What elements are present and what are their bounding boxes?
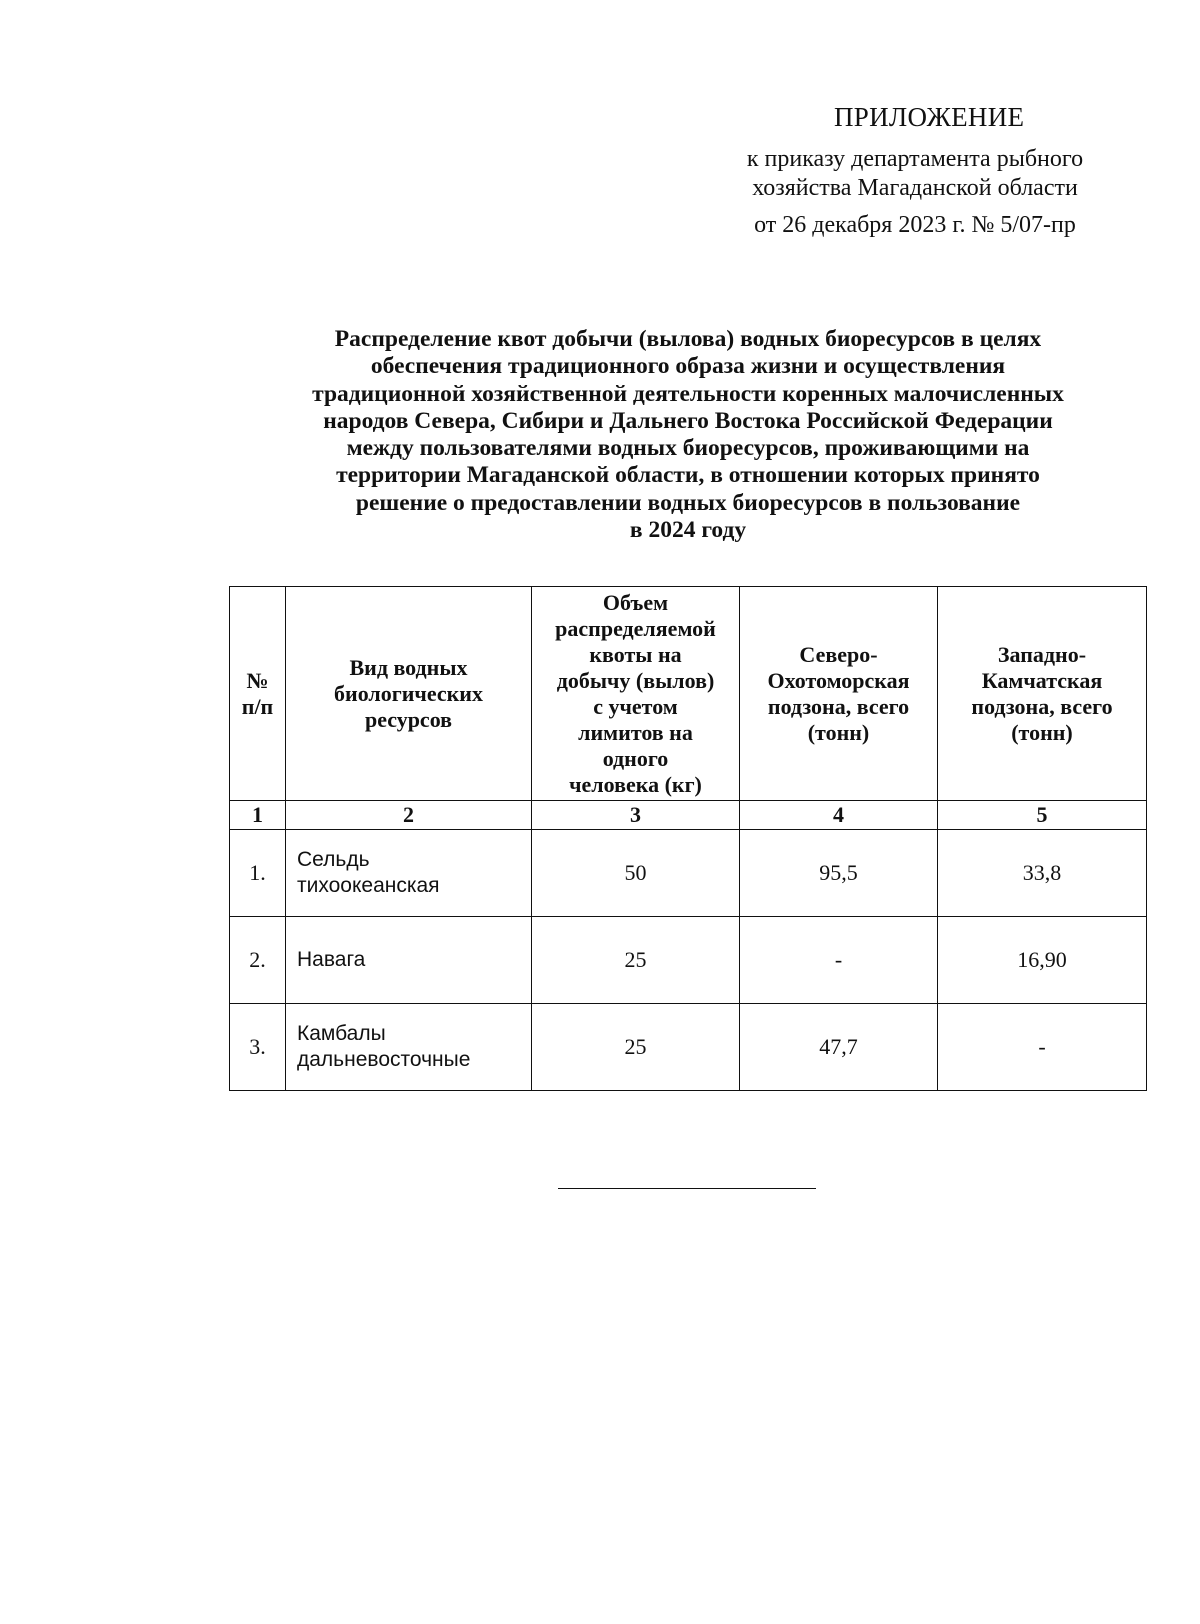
per-person-quota-cell: 25 [532, 917, 740, 1004]
appendix-reference [700, 145, 1130, 203]
row-number-cell: 3. [230, 1004, 286, 1091]
west-kamchatka-cell: 33,8 [938, 830, 1147, 917]
header-text-line: Камчатская [981, 667, 1103, 693]
table-header-row [230, 587, 1147, 801]
column-number: 4 [740, 801, 938, 830]
per-person-quota-cell: 25 [532, 1004, 740, 1091]
header-text-line: добычу (вылов) [556, 667, 715, 693]
header-per-person-quota [532, 587, 740, 801]
header-text-line: Объем [602, 589, 669, 615]
north-okhotsk-cell: - [740, 917, 938, 1004]
header-row-number [230, 587, 286, 801]
document-title-line: территории Магаданской области, в отношении которых принято [336, 462, 1040, 489]
header-text-line: Вид водных [349, 654, 468, 680]
document-title [228, 326, 1148, 544]
header-north-okhotsk [740, 587, 938, 801]
species-name-line: дальневосточные [297, 1048, 471, 1071]
document-title-line: народов Севера, Сибири и Дальнего Востока Российской Федерации [323, 407, 1053, 434]
species-cell [286, 830, 532, 917]
header-text-line: (тонн) [807, 719, 870, 745]
per-person-quota-cell: 50 [532, 830, 740, 917]
header-text-line: человека (кг) [569, 771, 702, 797]
table-row [230, 1004, 1147, 1091]
header-species [286, 587, 532, 801]
appendix-date: от 26 декабря 2023 г. № 5/07-пр [754, 212, 1076, 238]
species-cell [286, 917, 532, 1004]
column-number: 2 [286, 801, 532, 830]
column-number: 5 [938, 801, 1147, 830]
header-west-kamchatka [938, 587, 1147, 801]
document-title-line: Распределение квот добычи (вылова) водных биоресурсов в целях [334, 326, 1042, 352]
species-cell [286, 1004, 532, 1091]
header-text-line: № [246, 667, 269, 693]
closing-separator-line [558, 1188, 816, 1189]
header-text-line: одного [602, 745, 669, 771]
header-text-line: с учетом [593, 693, 678, 719]
west-kamchatka-cell: - [938, 1004, 1147, 1091]
header-text-line: Охотоморская [767, 667, 910, 693]
document-title-line: традиционной хозяйственной деятельности коренных малочисленных [312, 380, 1064, 407]
west-kamchatka-cell: 16,90 [938, 917, 1147, 1004]
appendix-title: ПРИЛОЖЕНИЕ [834, 102, 1025, 132]
header-text-line: (тонн) [1011, 719, 1073, 745]
column-number-row [230, 801, 1147, 830]
quota-distribution-table [229, 586, 1147, 1091]
header-text-line: подзона, всего [767, 693, 910, 719]
table-row [230, 917, 1147, 1004]
header-text-line: биологических [334, 680, 483, 706]
species-name-line: Камбалы [297, 1022, 386, 1045]
header-text-line: квоты на [589, 641, 682, 667]
appendix-reference-line: хозяйства Магаданской области [752, 175, 1078, 201]
header-text-line: лимитов на [578, 719, 693, 745]
row-number-cell: 2. [230, 917, 286, 1004]
document-title-line: между пользователями водных биоресурсов, проживающими на [346, 435, 1030, 462]
column-number: 3 [532, 801, 740, 830]
document-title-line: решение о предоставлении водных биоресурсов в пользование [355, 489, 1021, 516]
north-okhotsk-cell: 47,7 [740, 1004, 938, 1091]
header-text-line: ресурсов [364, 706, 453, 732]
row-number-cell: 1. [230, 830, 286, 917]
species-name-line: тихоокеанская [297, 874, 440, 897]
species-name-line: Сельдь [297, 848, 370, 871]
document-title-line: в 2024 году [629, 517, 747, 544]
header-text-line: Северо- [799, 641, 878, 667]
header-text-line: п/п [241, 693, 274, 719]
header-text-line: подзона, всего [971, 693, 1113, 719]
table-row [230, 830, 1147, 917]
species-name-line: Навага [297, 948, 366, 971]
column-number: 1 [230, 801, 286, 830]
document-title-line: обеспечения традиционного образа жизни и осуществления [370, 353, 1006, 380]
appendix-reference-line: к приказу департамента рыбного [746, 146, 1084, 172]
header-text-line: Западно- [997, 641, 1087, 667]
header-text-line: распределяемой [555, 615, 716, 641]
north-okhotsk-cell: 95,5 [740, 830, 938, 917]
